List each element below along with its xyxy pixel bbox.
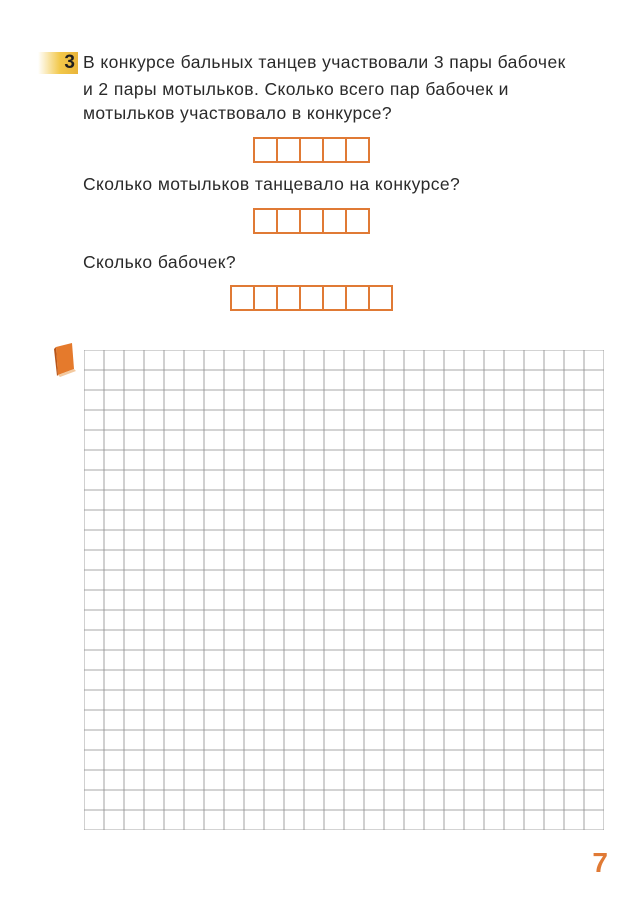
answer-cell[interactable]	[255, 287, 278, 309]
task-text-line-1: В конкурсе бальных танцев участвовали 3 пары бабочек	[83, 52, 566, 72]
answer-cell[interactable]	[347, 210, 368, 232]
task-number-badge	[38, 52, 78, 74]
notebook-icon	[52, 343, 78, 377]
question-moths: Сколько мотыльков танцевало на конкурсе?	[83, 174, 461, 194]
task-number: 3	[64, 52, 75, 73]
answer-cell[interactable]	[278, 287, 301, 309]
page-number: 7	[592, 847, 608, 878]
answer-cell[interactable]	[347, 287, 370, 309]
answer-cell[interactable]	[278, 139, 301, 161]
answer-cell[interactable]	[278, 210, 301, 232]
answer-cell[interactable]	[301, 210, 324, 232]
squared-grid[interactable]	[84, 350, 604, 830]
task-text-line-3: мотыльков участвовало в конкурсе?	[83, 103, 393, 123]
answer-cell[interactable]	[324, 287, 347, 309]
answer-boxes-total[interactable]	[253, 137, 370, 163]
answer-cell[interactable]	[232, 287, 255, 309]
answer-cell[interactable]	[255, 139, 278, 161]
answer-boxes-butterflies[interactable]	[230, 285, 393, 311]
answer-cell[interactable]	[324, 139, 347, 161]
answer-cell[interactable]	[347, 139, 368, 161]
answer-cell[interactable]	[301, 287, 324, 309]
answer-cell[interactable]	[301, 139, 324, 161]
answer-cell[interactable]	[255, 210, 278, 232]
answer-boxes-moths[interactable]	[253, 208, 370, 234]
task-text-line-2: и 2 пары мотыльков. Сколько всего пар бабочек и	[83, 79, 509, 99]
answer-cell[interactable]	[324, 210, 347, 232]
answer-cell[interactable]	[370, 287, 391, 309]
question-butterflies: Сколько бабочек?	[83, 252, 236, 272]
